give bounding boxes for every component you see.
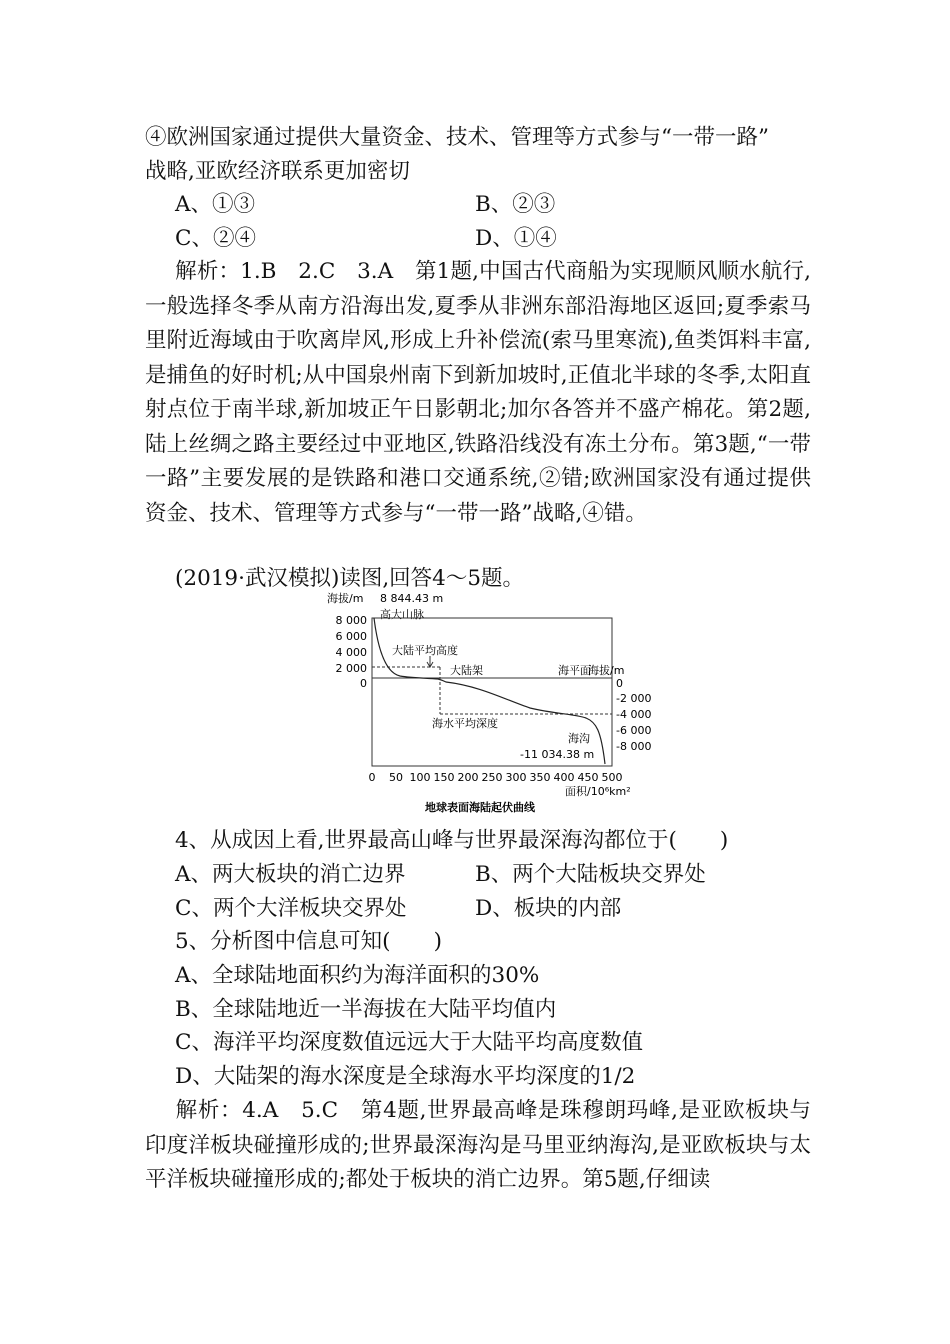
right-tick: 0 — [616, 677, 623, 690]
analysis-2 — [145, 1094, 811, 1198]
x-tick: 200 — [457, 771, 479, 784]
left-tick: 8 000 — [335, 614, 367, 627]
right-tick: -8 000 — [616, 740, 652, 753]
q4-option-d: D、板块的内部 — [475, 896, 622, 921]
q4-option-a: A、两大板块的消亡边界 — [175, 862, 406, 887]
x-tick: 150 — [433, 771, 455, 784]
x-tick: 350 — [529, 771, 551, 784]
analysis-1-text: 解析：1.B 2.C 3.A 第1题,中国古代商船为实现顺风顺水航行,一般选择冬季从南方沿海出发,夏季从非洲东部沿海地区返回;夏季索马里附近海域由于吹离岸风,形成上升补偿流(索马里寒流),鱼类饵料丰富,是捕鱼的好时机;从中国泉州南下到新加坡时,正值北半球的冬季,太阳直射点位于南半球,新加坡正午日影朝北;加尔各答并不盛产棉花。第2题,陆上丝绸之路主要经过中亚地区,铁路沿线没有冻土分布。第3题,“一带一路”主要发展的是铁路和港口交通系统,②错;欧洲国家没有通过提供资金、技术、管理等方式参与“一带一路”战略,④错。 — [145, 259, 811, 526]
mountain-label: 高大山脉 — [380, 608, 424, 621]
q3-option-b: B、②③ — [475, 192, 556, 217]
figure-caption: 地球表面海陆起伏曲线 — [425, 801, 535, 814]
x-tick: 50 — [389, 771, 403, 784]
trench-value-label: -11 034.38 m — [520, 748, 595, 761]
q5-option-b: B、全球陆地近一半海拔在大陆平均值内 — [175, 997, 557, 1022]
elevation-curve-figure — [320, 588, 652, 818]
left-tick: 2 000 — [335, 662, 367, 675]
figure-intro: (2019·武汉模拟)读图,回答4～5题。 — [175, 566, 525, 591]
shelf-label: 大陆架 — [450, 664, 483, 677]
q3-item4-line2: 战略,亚欧经济联系更加密切 — [145, 159, 410, 184]
x-axis-label: 面积/10⁶km² — [565, 785, 631, 798]
left-tick: 0 — [360, 677, 367, 690]
q3-option-c: C、②④ — [175, 226, 256, 251]
x-tick: 450 — [577, 771, 599, 784]
left-tick: 4 000 — [335, 646, 367, 659]
q3-option-a: A、①③ — [175, 192, 256, 217]
analysis-2-text: 解析：4.A 5.C 第4题,世界最高峰是珠穆朗玛峰,是亚欧板块与印度洋板块碰撞形成的;世界最深海沟是马里亚纳海沟,是亚欧板块与太平洋板块碰撞形成的;都处于板块的消亡边界。第5题,仔细读 — [145, 1098, 811, 1192]
q3-item4-line1: ④欧洲国家通过提供大量资金、技术、管理等方式参与“一带一路” — [145, 125, 769, 150]
x-tick: 400 — [553, 771, 575, 784]
x-tick: 100 — [409, 771, 431, 784]
right-axis-label: 海拔/m — [588, 664, 625, 677]
analysis-1 — [145, 255, 811, 531]
right-tick: -2 000 — [616, 692, 652, 705]
right-tick: -4 000 — [616, 708, 652, 721]
sea-level-label: 海平面 — [558, 664, 591, 677]
q4-stem: 4、从成因上看,世界最高山峰与世界最深海沟都位于( ) — [175, 828, 729, 853]
x-tick: 500 — [601, 771, 623, 784]
q4-option-b: B、两个大陆板块交界处 — [475, 862, 706, 887]
land-average-label: 大陆平均高度 — [392, 644, 458, 657]
peak-label: 8 844.43 m — [380, 592, 444, 605]
x-tick: 0 — [368, 771, 376, 784]
left-axis-label: 海拔/m — [327, 592, 364, 605]
ocean-average-label: 海水平均深度 — [432, 717, 498, 730]
left-tick: 6 000 — [335, 630, 367, 643]
q5-option-d: D、大陆架的海水深度是全球海水平均深度的1/2 — [175, 1064, 636, 1089]
q4-option-c: C、两个大洋板块交界处 — [175, 896, 407, 921]
x-tick: 300 — [505, 771, 527, 784]
q5-stem: 5、分析图中信息可知( ) — [175, 929, 442, 954]
q3-option-d: D、①④ — [475, 226, 557, 251]
q5-option-c: C、海洋平均深度数值远远大于大陆平均高度数值 — [175, 1030, 643, 1055]
right-tick: -6 000 — [616, 724, 652, 737]
q5-option-a: A、全球陆地面积约为海洋面积的30% — [175, 963, 540, 988]
x-tick: 250 — [481, 771, 503, 784]
trench-label: 海沟 — [568, 732, 590, 745]
